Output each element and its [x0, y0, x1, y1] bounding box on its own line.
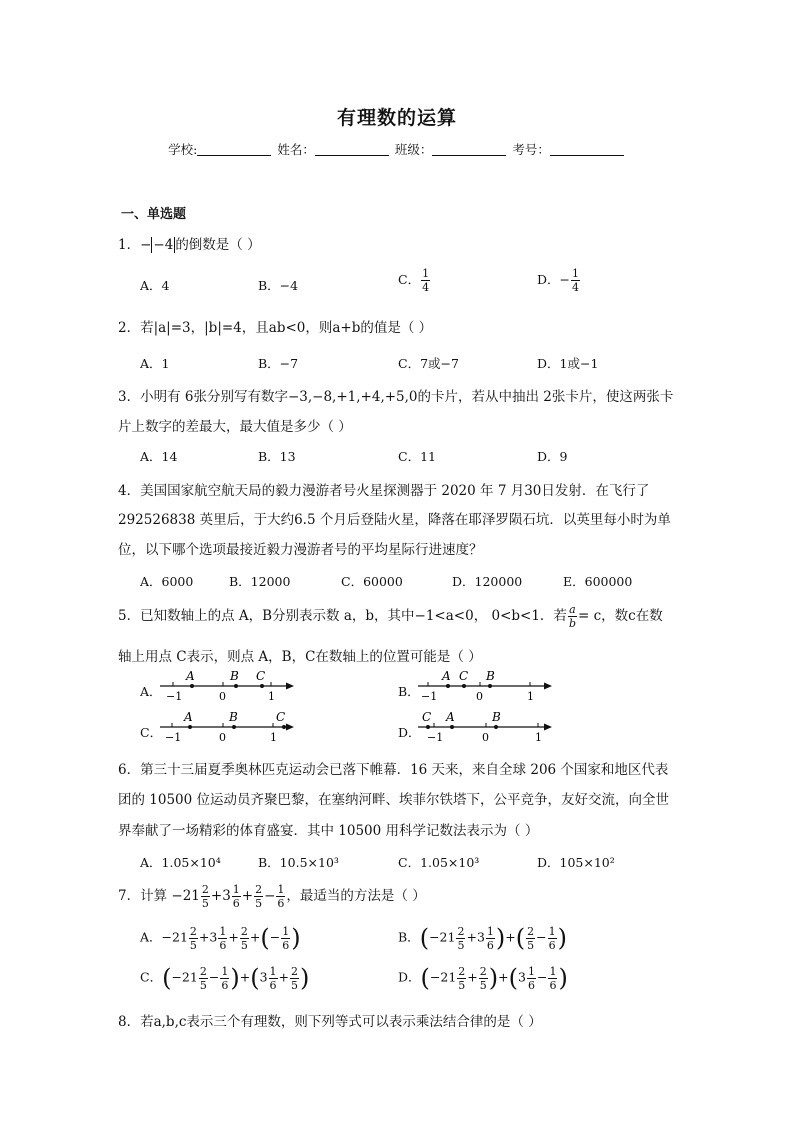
q1-abs: −4: [153, 237, 174, 253]
tick-label-one: 1: [270, 731, 277, 744]
paren-close: ): [495, 924, 506, 952]
q1-option-d-label: D．−: [537, 272, 570, 287]
paren-open: (: [250, 964, 260, 992]
frac-1-6: $\frac{1}{6}$: [282, 924, 290, 952]
label-c: C: [276, 710, 286, 724]
q5-option-a-label[interactable]: A．: [140, 684, 162, 699]
name-label: 姓名：: [277, 142, 315, 157]
frac-2-5: $\frac{2}{5}$: [458, 964, 466, 992]
label-b: B: [486, 669, 495, 683]
tick-label-one: 1: [268, 690, 275, 703]
q7-c-label: C．: [140, 969, 163, 985]
arrow-head: [286, 683, 294, 690]
q6-option-a[interactable]: A．1.05×10⁴: [140, 855, 221, 870]
label-c: C: [422, 710, 432, 724]
q6-option-d[interactable]: D．105×10²: [537, 855, 615, 870]
paren-open: (: [419, 924, 430, 952]
q2-option-d[interactable]: D．1或−1: [537, 356, 599, 371]
point-c: [426, 725, 430, 729]
question-5-line-1: [118, 604, 663, 629]
frac-2-5: $\frac{2}{5}$: [291, 964, 298, 992]
term-w21: −21: [161, 929, 188, 945]
point-b: [232, 725, 236, 729]
frac-1-6: $\frac{1}{6}$: [548, 924, 556, 952]
paren-close: ): [558, 964, 568, 992]
paren-close: ): [291, 924, 301, 952]
question-8: 8．若a,b,c表示三个有理数，则下列等式可以表示乘法结合律的是（ ）: [118, 1014, 542, 1030]
frac-1-6: $\frac{1}{6}$: [549, 964, 557, 992]
q4-option-b[interactable]: B．12000: [229, 574, 291, 589]
label-b: B: [230, 669, 239, 683]
q1-stem-pre: 1．−: [118, 237, 152, 253]
point-c: [282, 725, 286, 729]
op-plus: +: [466, 929, 477, 945]
paren-open: (: [515, 924, 526, 952]
label-b: B: [492, 710, 501, 724]
q1-option-b[interactable]: B．−4: [258, 278, 299, 293]
q5-option-c-label[interactable]: C．: [140, 725, 163, 740]
q3-option-c[interactable]: C．11: [398, 449, 436, 464]
op-minus: −: [269, 929, 281, 945]
school-label: 学校:: [168, 142, 198, 157]
q5-option-d-numberline[interactable]: [416, 709, 556, 745]
paren-close: ): [300, 964, 310, 992]
op-plus: +: [467, 969, 478, 985]
q3-option-b[interactable]: B．13: [258, 449, 296, 464]
op-plus: +: [249, 929, 261, 945]
op-plus: +: [210, 888, 223, 904]
point-c: [462, 684, 466, 688]
arrow-head: [544, 724, 552, 731]
question-7: [118, 884, 426, 909]
q5-stem-a: 5．已知数轴上的点 A，B分别表示数 a，b，其中−1<a<0， 0<b<1．若: [118, 608, 567, 624]
q1-option-c-label: C．: [398, 272, 421, 287]
frac-1-6: $\frac{1}{6}$: [221, 964, 229, 992]
section-heading: 一、单选题: [121, 207, 187, 222]
q5-option-b-label[interactable]: B．: [398, 684, 420, 699]
term-w21: −21: [171, 888, 200, 904]
frac-2-5: $\frac{2}{5}$: [189, 924, 197, 952]
op-minus: −: [208, 969, 220, 985]
question-3-line-2: 片上数字的差最大，最大值是多少（ ）: [118, 419, 352, 435]
question-4-line-1: 4．美国国家航空航天局的毅力漫游者号火星探测器于 2020 年 7 月30日发射．在飞行了: [118, 483, 650, 499]
op-plus: +: [198, 929, 210, 945]
frac-2-5: $\frac{2}{5}$: [527, 924, 535, 952]
q6-option-b[interactable]: B．10.5×10³: [258, 855, 339, 870]
q1-d-fraction: $\frac{1}{4}$: [572, 267, 579, 294]
number-label: 考号：: [512, 142, 550, 157]
q4-option-c[interactable]: C．60000: [341, 574, 403, 589]
q1-option-a[interactable]: A．4: [140, 278, 170, 293]
q4-option-e[interactable]: E．600000: [563, 574, 633, 589]
paren-close: ): [488, 964, 499, 992]
q2-option-c[interactable]: C．7或−7: [398, 356, 459, 371]
student-info: [0, 140, 794, 158]
page-title: 有理数的运算: [336, 107, 457, 129]
q7-stem-pre: 7．计算: [118, 888, 168, 904]
op-minus: −: [536, 929, 547, 945]
frac-2-5: $\frac{2}{5}$: [479, 964, 487, 992]
question-6-line-1: 6．第三十三届夏季奥林匹克运动会已落下帷幕．16 天来，来自全球 206 个国家和地区代表: [118, 762, 669, 778]
label-a: A: [446, 710, 455, 724]
frac-1-6: $\frac{1}{6}$: [527, 964, 535, 992]
paren-close: ): [230, 964, 240, 992]
class-label: 班级：: [394, 142, 433, 157]
op-plus: +: [505, 929, 516, 945]
label-a: A: [186, 669, 195, 683]
q1-c-fraction: $\frac{1}{4}$: [422, 267, 430, 294]
q2-option-a[interactable]: A．1: [140, 356, 170, 371]
q1-option-d[interactable]: [537, 268, 581, 293]
q7-option-d[interactable]: [398, 964, 568, 992]
school-blank[interactable]: [197, 143, 271, 156]
question-3-line-1: 3．小明有 6张分别写有数字−3,−8,+1,+4,+5,0的卡片，若从中抽出 2张卡片，使这两张卡: [118, 389, 674, 405]
q4-option-a[interactable]: A．6000: [140, 574, 194, 589]
q7-option-a[interactable]: [140, 924, 301, 952]
op-minus: −: [264, 888, 276, 904]
point-b: [234, 684, 238, 688]
q7-d-label: D．: [398, 969, 421, 985]
paren-open: (: [260, 924, 270, 952]
arrow-head: [544, 683, 552, 690]
frac-2-5: $\frac{2}{5}$: [199, 964, 207, 992]
tick-label-zero: 0: [219, 731, 226, 744]
question-2: 2．若|a|=3，|b|=4，且ab<0，则a+b的值是（ ）: [118, 320, 433, 336]
frac-1-6: $\frac{1}{6}$: [219, 924, 227, 952]
op-minus: −: [536, 969, 548, 985]
paren-open: (: [162, 964, 172, 992]
term-w21: −21: [171, 969, 198, 985]
label-c: C: [459, 669, 469, 683]
term-w3: 3: [209, 929, 218, 945]
tick-label-one: 1: [535, 731, 542, 744]
paren-open: (: [420, 964, 430, 992]
frac-2-5: $\frac{2}{5}$: [255, 883, 263, 910]
class-blank[interactable]: [432, 143, 506, 156]
frac-1-6: $\frac{1}{6}$: [269, 964, 277, 992]
point-b: [494, 725, 498, 729]
frac-1-6: $\frac{1}{6}$: [277, 883, 285, 910]
frac-1-6: $\frac{1}{6}$: [486, 924, 494, 952]
label-b: B: [229, 710, 238, 724]
tick-label-zero: 0: [482, 731, 489, 744]
question-5-line-2: 轴上用点 C表示，则点 A，B，C在数轴上的位置可能是（ ）: [118, 649, 482, 665]
label-a: A: [442, 669, 451, 683]
tick-label-neg1: −1: [166, 690, 183, 703]
q5-option-c-numberline[interactable]: [158, 709, 298, 745]
q5-stem-b: = c，数c在数: [577, 608, 663, 624]
term-w21: −21: [429, 929, 456, 945]
op-plus: +: [278, 969, 289, 985]
point-a: [190, 684, 194, 688]
tick-label-zero: 0: [219, 690, 226, 703]
q5-option-a-numberline[interactable]: [158, 668, 298, 704]
q1-option-c[interactable]: [398, 268, 431, 293]
label-a: A: [184, 710, 193, 724]
frac-2-5: $\frac{2}{5}$: [457, 924, 465, 952]
term-w21: −21: [429, 969, 457, 985]
op-plus: +: [498, 969, 509, 985]
question-6-line-3: 界奉献了一场精彩的体育盛宴．其中 10500 用科学记数法表示为（ ）: [118, 823, 539, 839]
label-c: C: [256, 669, 266, 683]
op-plus: +: [239, 969, 251, 985]
term-w3: 3: [518, 969, 526, 985]
point-a: [446, 684, 450, 688]
q2-option-b[interactable]: B．−7: [258, 356, 299, 371]
point-a: [188, 725, 192, 729]
tick-label-neg1: −1: [421, 690, 438, 703]
point-a: [450, 725, 454, 729]
q7-stem-post: ，最适当的方法是（ ）: [286, 888, 426, 904]
term-w3: 3: [259, 969, 268, 985]
arrow-head: [286, 724, 294, 731]
name-blank[interactable]: [315, 143, 389, 156]
question-6-line-2: 团的 10500 位运动员齐聚巴黎，在塞纳河畔、埃菲尔铁塔下，公平竞争，友好交流，向全世: [118, 792, 670, 808]
q5-option-d-label[interactable]: D．: [398, 725, 421, 740]
q7-b-label: B．: [398, 929, 420, 945]
tick-label-neg1: −1: [427, 731, 444, 744]
point-b: [488, 684, 492, 688]
frac-2-5: $\frac{2}{5}$: [240, 924, 248, 952]
tick-label-zero: 0: [476, 690, 483, 703]
q7-option-c[interactable]: [140, 964, 309, 992]
question-1: [118, 233, 261, 253]
frac-1-6: $\frac{1}{6}$: [232, 883, 240, 910]
term-w3: 3: [222, 888, 231, 904]
op-plus: +: [228, 929, 239, 945]
q3-option-d[interactable]: D．9: [537, 449, 568, 464]
q5-option-b-numberline[interactable]: [416, 668, 556, 704]
q4-option-d[interactable]: D．120000: [452, 574, 523, 589]
question-4-line-3: 位，以下哪个选项最接近毅力漫游者号的平均星际行进速度？: [118, 542, 483, 558]
op-plus: +: [241, 888, 254, 904]
term-w3: 3: [476, 929, 485, 945]
tick-label-neg1: −1: [165, 731, 182, 744]
q1-stem-post: 的倒数是（ ）: [175, 237, 261, 253]
point-c: [260, 684, 264, 688]
q7-a-label: A．: [140, 929, 162, 945]
question-4-line-2: 292526838 英里后，于大约6.5 个月后登陆火星，降落在耶泽罗陨石坑．以英里每小时为单: [118, 512, 671, 528]
frac-2-5: $\frac{2}{5}$: [201, 883, 209, 910]
paren-close: ): [557, 924, 567, 952]
q3-option-a[interactable]: A．14: [140, 449, 178, 464]
q5-fraction: $\frac{a}{b}$: [568, 603, 576, 630]
q7-option-b[interactable]: [398, 924, 567, 952]
q6-option-c[interactable]: C．1.05×10³: [398, 855, 480, 870]
number-blank[interactable]: [550, 143, 624, 156]
paren-open: (: [508, 964, 519, 992]
tick-label-one: 1: [527, 690, 534, 703]
